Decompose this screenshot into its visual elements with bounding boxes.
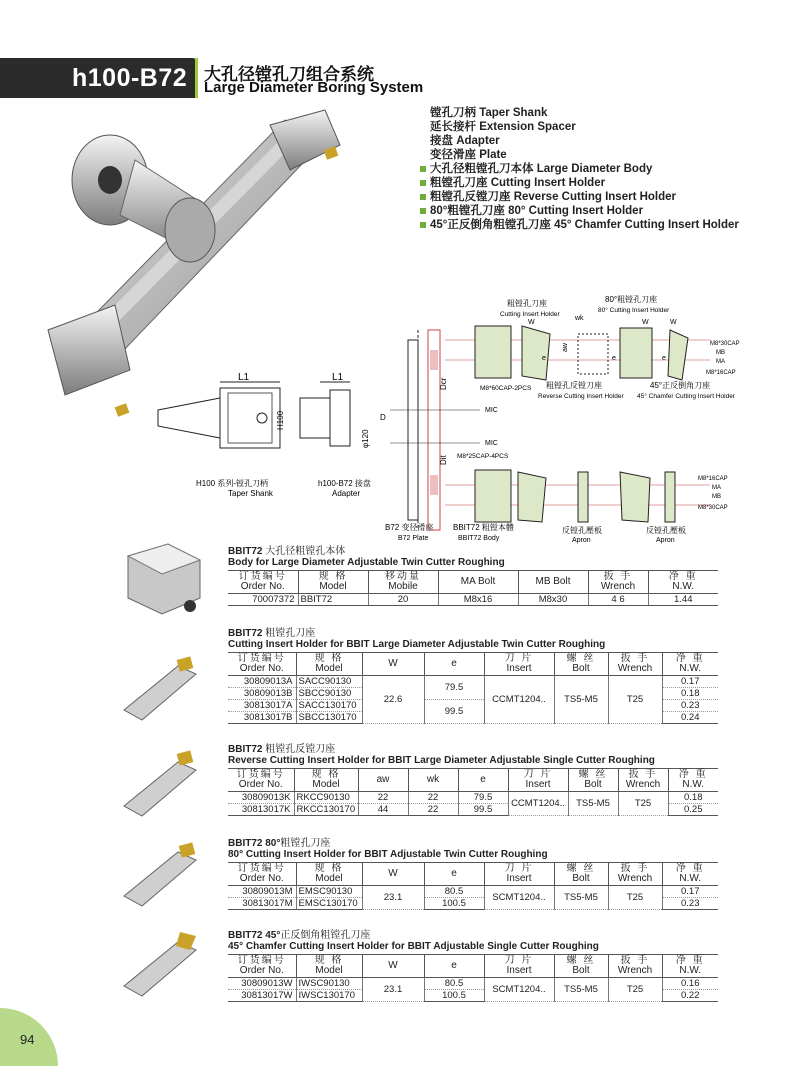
section-title-cn: BBIT72 大孔径粗镗孔本体 [228, 546, 346, 557]
dim-e: 100.5 [424, 898, 484, 910]
section-title-cn: BBIT72 粗镗孔刀座 [228, 628, 316, 639]
wrench: T25 [618, 792, 668, 816]
reverse-holder-spec-table [228, 768, 718, 816]
net-weight: 0.24 [662, 712, 718, 724]
apron-label-cn: 反镗孔壓板 [562, 526, 602, 535]
table-header: aw [358, 769, 408, 792]
catalog-code: h100-B72 [72, 64, 188, 92]
holder80-label-cn: 80°粗镗孔刀座 [605, 295, 658, 304]
table-header: MA Bolt [438, 571, 518, 594]
table-header: 刀 片 Insert [484, 863, 554, 886]
bolt: TS5-M5 [568, 792, 618, 816]
table-header: 规 格 Model [296, 863, 362, 886]
table-header: 扳 手 Wrench [608, 863, 662, 886]
dim-e: 79.5 [458, 792, 508, 804]
component-item: 80°粗镗孔刀座 80° Cutting Insert Holder [420, 204, 780, 218]
reverse-holder-spec-section [228, 744, 718, 816]
component-item: 变径滑座 Plate [430, 149, 507, 161]
holder-spec-table [228, 652, 718, 724]
header-accent-bar [195, 58, 198, 98]
chamfer-holder-thumbnail [118, 928, 210, 1000]
table-row [228, 594, 718, 606]
table-header-row [228, 769, 718, 792]
holder80-spec-table [228, 862, 718, 910]
chamfer-holder-spec-table [228, 954, 718, 1002]
insert: CCMT1204.. [484, 676, 554, 724]
body-spec-section [228, 546, 718, 606]
net-weight: 0.17 [662, 676, 718, 688]
holder-label-en: Cutting Insert Holder [500, 311, 560, 318]
model: RKCC90130 [294, 792, 358, 804]
model: EMSC90130 [296, 886, 362, 898]
table-header: 螺 丝 Bolt [568, 769, 618, 792]
bolt-spec: M8*25CAP-4PCS [457, 453, 509, 460]
net-weight: 0.23 [662, 700, 718, 712]
order-no: 30809013K [228, 792, 294, 804]
plate-label-en: B72 Plate [398, 535, 429, 542]
order-no: 30813017W [228, 990, 296, 1002]
dim-aw: 44 [358, 804, 408, 816]
plate-label-cn: B72 变径滑座 [385, 523, 434, 532]
bolt-ma-mb: MA [716, 359, 725, 365]
table-header: W [362, 955, 424, 978]
mic-label: MIC [485, 407, 498, 414]
section-title-en: 45° Chamfer Cutting Insert Holder for BBIT Adjustable Single Cutter Roughing [228, 941, 599, 952]
model: SBCC130170 [296, 712, 362, 724]
order-no: 30813017K [228, 804, 294, 816]
shank-label-cn: H100 系列-镗孔刀柄 [196, 479, 269, 488]
dim-e: 79.5 [424, 676, 484, 700]
order-no: 30813017A [228, 700, 296, 712]
dim-e: 99.5 [458, 804, 508, 816]
shank-label-en: Taper Shank [228, 489, 273, 498]
table-header: 订货编号 Order No. [228, 653, 296, 676]
component-item: 接盘 Adapter [430, 135, 500, 147]
dim-l1-adapter: L1 [332, 372, 344, 383]
model: IWSC90130 [296, 978, 362, 990]
model: BBIT72 [298, 594, 368, 606]
table-header: 净 重 N.W. [662, 653, 718, 676]
reverse-label-en: Reverse Cutting Insert Holder [538, 393, 624, 400]
width-w: 23.1 [362, 978, 424, 1002]
dim-e: 80.5 [424, 886, 484, 898]
bolt-ma-mb: MB [712, 494, 721, 500]
dim-e: 100.5 [424, 990, 484, 1002]
chamfer-label-cn: 45°正反倒角刀座 [650, 381, 711, 390]
model: IWSC130170 [296, 990, 362, 1002]
reverse-holder-thumbnail [118, 748, 210, 820]
dim-wk: wk [575, 315, 584, 322]
table-header: e [424, 863, 484, 886]
section-title-cn: BBIT72 粗镗孔反镗刀座 [228, 744, 336, 755]
dim-d: D [380, 413, 386, 422]
net-weight: 0.25 [668, 804, 718, 816]
order-no: 70007372 [228, 594, 298, 606]
dim-e: e [542, 355, 546, 362]
mic-label: MIC [485, 440, 498, 447]
dim-e: e [612, 355, 616, 362]
technical-drawing [150, 290, 760, 545]
chamfer-label-en: 45° Chamfer Cutting Insert Holder [637, 393, 735, 400]
bullet-icon [420, 166, 426, 172]
bolt: TS5-M5 [554, 676, 608, 724]
insert: CCMT1204.. [508, 792, 568, 816]
table-row [228, 792, 718, 804]
table-row [228, 978, 718, 990]
dim-aw: aw [562, 343, 569, 352]
table-header: 移动量 Mobile [368, 571, 438, 594]
dim-wk: 22 [408, 804, 458, 816]
wrench: T25 [608, 676, 662, 724]
table-header: 订货编号 Order No. [228, 863, 296, 886]
component-item: 粗镗孔反镗刀座 Reverse Cutting Insert Holder [420, 190, 780, 204]
order-no: 30809013W [228, 978, 296, 990]
apron-label-en: Apron [656, 537, 675, 544]
net-weight: 0.18 [662, 688, 718, 700]
adapter-drawing [300, 372, 386, 498]
order-no: 30809013A [228, 676, 296, 688]
wrench: T25 [608, 886, 662, 910]
bolt-ma-mb: MA [712, 485, 721, 491]
page-title-en: Large Diameter Boring System [204, 79, 424, 96]
table-header-row [228, 955, 718, 978]
table-header: 刀 片 Insert [484, 653, 554, 676]
dim-e: 80.5 [424, 978, 484, 990]
ma-bolt: M8x16 [438, 594, 518, 606]
section-title-cn: BBIT72 80°粗镗孔刀座 [228, 838, 331, 849]
bullet-icon [420, 208, 426, 214]
table-header: 规 格 Model [298, 571, 368, 594]
bolt-spec: M8*16CAP [706, 370, 736, 376]
dim-d120: φ120 [361, 429, 370, 448]
dim-aw: 22 [358, 792, 408, 804]
table-header: 刀 片 Insert [508, 769, 568, 792]
bolt-spec: M8*30CAP [710, 341, 740, 347]
section-title-en: Reverse Cutting Insert Holder for BBIT Large Diameter Adjustable Single Cutter Roughing [228, 755, 655, 766]
taper-shank-drawing [158, 372, 285, 498]
holder80-label-en: 80° Cutting Insert Holder [598, 307, 670, 314]
holder80-thumbnail [118, 838, 210, 910]
bolt-ma-mb: MB [716, 350, 725, 356]
table-header: W [362, 863, 424, 886]
net-weight: 0.16 [662, 978, 718, 990]
table-header: 螺 丝 Bolt [554, 863, 608, 886]
body-spec-table [228, 570, 718, 606]
body-thumbnail [118, 536, 210, 620]
width-w: 23.1 [362, 886, 424, 910]
component-item: 粗镗孔刀座 Cutting Insert Holder [420, 176, 780, 190]
table-header: 刀 片 Insert [484, 955, 554, 978]
adapter-label-en: Adapter [332, 489, 361, 498]
table-header: 订货编号 Order No. [228, 955, 296, 978]
section-title-en: 80° Cutting Insert Holder for BBIT Adjustable Twin Cutter Roughing [228, 849, 548, 860]
holder-label-cn: 粗镗孔刀座 [507, 299, 547, 308]
page-number: 94 [20, 1032, 35, 1047]
body-aprons-drawing [445, 470, 728, 544]
order-no: 30813017B [228, 712, 296, 724]
bolt: TS5-M5 [554, 978, 608, 1002]
table-header: wk [408, 769, 458, 792]
width-w: 22.6 [362, 676, 424, 724]
section-title-cn: BBIT72 45°正反倒角粗镗孔刀座 [228, 930, 371, 941]
table-row [228, 676, 718, 688]
table-header-row [228, 571, 718, 594]
dim-w: W [642, 319, 649, 326]
table-header: W [362, 653, 424, 676]
component-item: 大孔径粗镗孔刀本体 Large Diameter Body [420, 162, 780, 176]
dim-dit: Dit [439, 455, 448, 465]
order-no: 30809013B [228, 688, 296, 700]
component-item: 延长接杆 Extension Spacer [430, 121, 576, 133]
component-list [420, 106, 780, 232]
table-header: e [458, 769, 508, 792]
dim-h100: H100 [276, 410, 285, 430]
table-header-row [228, 863, 718, 886]
table-header: e [424, 653, 484, 676]
order-no: 30813017M [228, 898, 296, 910]
adapter-label-cn: h100-B72 接盘 [318, 479, 371, 488]
holder80-spec-section [228, 838, 718, 910]
dim-wk: 22 [408, 792, 458, 804]
holder-thumbnail [118, 652, 210, 724]
body-label-en: BBIT72 Body [458, 535, 500, 542]
apron-label-cn: 反镗孔壓板 [646, 526, 686, 535]
model: EMSC130170 [296, 898, 362, 910]
section-title-en: Body for Large Diameter Adjustable Twin Cutter Roughing [228, 557, 505, 568]
table-header: 扳 手 Wrench [608, 653, 662, 676]
dim-e: 99.5 [424, 700, 484, 724]
bolt-spec: M8*60CAP-2PCS [480, 385, 532, 392]
page-title-cn: 大孔径镗孔刀组合系统 [204, 65, 374, 84]
wrench: 4 6 [588, 594, 648, 606]
table-header: 规 格 Model [294, 769, 358, 792]
holders-top-drawing [445, 294, 740, 400]
dim-w: W [670, 319, 677, 326]
apron-label-en: Apron [572, 537, 591, 544]
bolt: TS5-M5 [554, 886, 608, 910]
table-header: 扳 手 Wrench [608, 955, 662, 978]
net-weight: 0.17 [662, 886, 718, 898]
reverse-label-cn: 粗镗孔反镗刀座 [546, 381, 602, 390]
bullet-icon [420, 180, 426, 186]
table-header: 扳 手 Wrench [588, 571, 648, 594]
holder-spec-section [228, 628, 718, 724]
mb-bolt: M8x30 [518, 594, 588, 606]
dim-l1: L1 [238, 372, 250, 383]
model: SACC130170 [296, 700, 362, 712]
table-header: 规 格 Model [296, 653, 362, 676]
bolt-spec: M8*16CAP [698, 476, 728, 482]
order-no: 30809013M [228, 886, 296, 898]
net-weight: 0.22 [662, 990, 718, 1002]
table-header-row [228, 653, 718, 676]
component-item: 镗孔刀柄 Taper Shank [430, 107, 548, 119]
net-weight: 1.44 [648, 594, 718, 606]
table-header: 订货编号 Order No. [228, 571, 298, 594]
dim-w: W [528, 319, 535, 326]
body-label-cn: BBIT72 粗镗本體 [453, 523, 514, 532]
bullet-icon [420, 194, 426, 200]
net-weight: 0.23 [662, 898, 718, 910]
table-header: 螺 丝 Bolt [554, 653, 608, 676]
table-header: 净 重 N.W. [662, 863, 718, 886]
table-header: 螺 丝 Bolt [554, 955, 608, 978]
table-header: e [424, 955, 484, 978]
bullet-icon [420, 222, 426, 228]
table-header: 净 重 N.W. [668, 769, 718, 792]
bolt-spec: M8*30CAP [698, 505, 728, 511]
dim-e: e [662, 355, 666, 362]
table-header: 扳 手 Wrench [618, 769, 668, 792]
wrench: T25 [608, 978, 662, 1002]
insert: SCMT1204.. [484, 886, 554, 910]
chamfer-holder-spec-section [228, 930, 718, 1002]
insert: SCMT1204.. [484, 978, 554, 1002]
table-header: 规 格 Model [296, 955, 362, 978]
table-header: 净 重 N.W. [648, 571, 718, 594]
table-header: 订货编号 Order No. [228, 769, 294, 792]
table-header: 净 重 N.W. [662, 955, 718, 978]
net-weight: 0.18 [668, 792, 718, 804]
table-row [228, 886, 718, 898]
mobile: 20 [368, 594, 438, 606]
table-header: MB Bolt [518, 571, 588, 594]
model: RKCC130170 [294, 804, 358, 816]
dim-dcr: Dcr [439, 377, 448, 390]
section-title-en: Cutting Insert Holder for BBIT Large Diameter Adjustable Twin Cutter Roughing [228, 639, 606, 650]
model: SACC90130 [296, 676, 362, 688]
model: SBCC90130 [296, 688, 362, 700]
component-item: 45°正反倒角粗镗孔刀座 45° Chamfer Cutting Insert Holder [420, 218, 780, 232]
